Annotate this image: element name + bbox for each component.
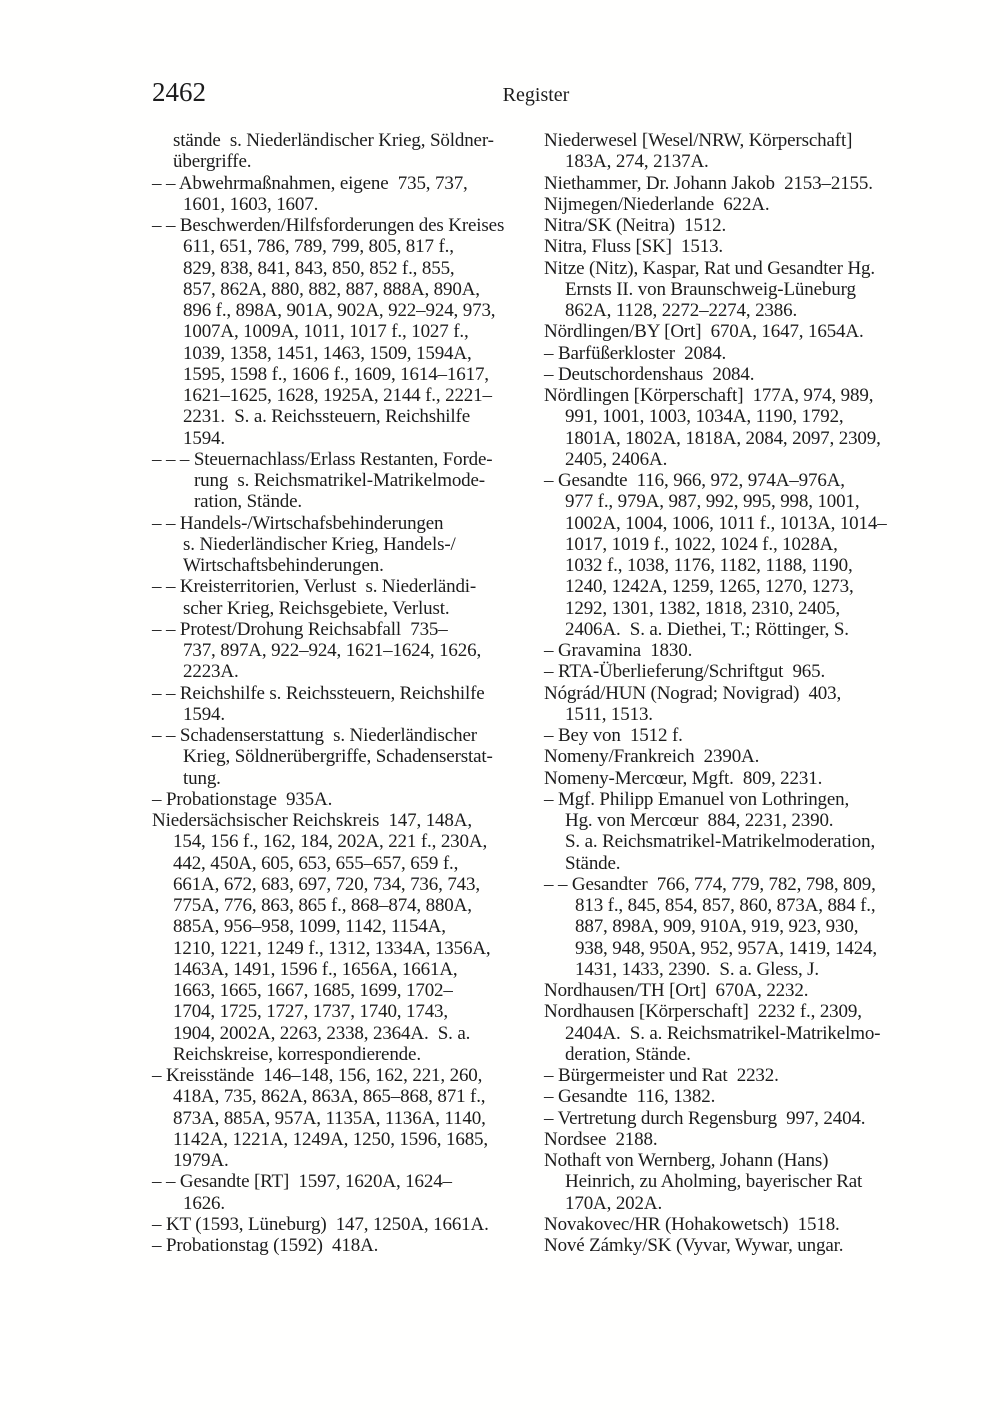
index-line: 1594.	[183, 427, 226, 449]
index-line: Niethammer, Dr. Johann Jakob 2153–2155.	[544, 172, 873, 194]
index-line: 1142A, 1221A, 1249A, 1250, 1596, 1685,	[173, 1128, 489, 1150]
index-line: – – Protest/Drohung Reichsabfall 735–	[152, 618, 448, 640]
index-line: 991, 1001, 1003, 1034A, 1190, 1792,	[565, 406, 844, 428]
page-number: 2462	[152, 77, 206, 107]
index-line: – Gesandte 116, 966, 972, 974A–976A,	[544, 470, 845, 491]
index-line: 1511, 1513.	[565, 703, 653, 725]
index-line: 170A, 202A.	[565, 1192, 663, 1214]
index-line: 1039, 1358, 1451, 1463, 1509, 1594A,	[183, 342, 472, 364]
index-line: 1904, 2002A, 2263, 2338, 2364A. S. a.	[173, 1022, 471, 1044]
index-line: 737, 897A, 922–924, 1621–1624, 1626,	[183, 640, 482, 661]
index-line: 1032 f., 1038, 1176, 1182, 1188, 1190,	[565, 555, 853, 576]
index-line: Reichskreise, korrespondierende.	[173, 1043, 421, 1065]
index-line: Nitze (Nitz), Kaspar, Rat und Gesandter Hg.	[544, 257, 875, 279]
index-line: übergriffe.	[173, 151, 252, 173]
index-line: ration, Stände.	[194, 491, 303, 513]
index-line: 2405, 2406A.	[565, 448, 668, 470]
index-line: – Vertretung durch Regensburg 997, 2404.	[544, 1107, 866, 1129]
index-line: – RTA-Überlieferung/Schriftgut 965.	[544, 661, 826, 683]
index-line: Stände.	[565, 852, 621, 874]
index-line: – – Gesandte [RT] 1597, 1620A, 1624–	[152, 1171, 452, 1193]
index-line: Nógrád/HUN (Nograd; Novigrad) 403,	[544, 682, 842, 704]
index-line: – – Gesandter 766, 774, 779, 782, 798, 809,	[544, 873, 876, 895]
index-line: 775A, 776, 863, 865 f., 868–874, 880A,	[173, 895, 472, 916]
index-line: 1292, 1301, 1382, 1818, 2310, 2405,	[565, 597, 841, 619]
index-line: 813 f., 845, 854, 857, 860, 873A, 884 f.,	[575, 895, 876, 916]
index-line: Heinrich, zu Aholming, bayerischer Rat	[565, 1171, 863, 1193]
index-line: 1007A, 1009A, 1011, 1017 f., 1027 f.,	[183, 321, 469, 343]
index-line: – – – Steuernachlass/Erlass Restanten, Forde-	[152, 448, 493, 470]
index-line: – – Kreisterritorien, Verlust s. Niederländi-	[152, 576, 477, 598]
index-line: rung s. Reichsmatrikel-Matrikelmode-	[194, 470, 485, 491]
index-column-left	[152, 130, 533, 1256]
index-line: 1210, 1221, 1249 f., 1312, 1334A, 1356A,	[173, 937, 491, 959]
index-column-right	[544, 130, 926, 1256]
running-title: Register	[502, 84, 570, 106]
index-line: deration, Stände.	[565, 1043, 691, 1065]
index-line: – – Handels-/Wirtschafsbehinderungen	[152, 512, 444, 534]
index-line: Nitra/SK (Neitra) 1512.	[544, 215, 727, 236]
index-line: – Mgf. Philipp Emanuel von Lothringen,	[544, 788, 850, 810]
index-line: 154, 156 f., 162, 184, 202A, 221 f., 230A,	[173, 831, 488, 853]
index-line: Novakovec/HR (Hohakowetsch) 1518.	[544, 1213, 840, 1235]
index-line: 661A, 672, 683, 697, 720, 734, 736, 743,	[173, 873, 480, 895]
index-line: 2223A.	[183, 661, 239, 683]
index-line: Hg. von Mercœur 884, 2231, 2390.	[565, 810, 834, 831]
index-line: – Bey von 1512 f.	[544, 725, 683, 746]
index-line: Nijmegen/Niederlande 622A.	[544, 193, 770, 215]
index-line: stände s. Niederländischer Krieg, Söldner-	[173, 130, 494, 151]
index-line: 857, 862A, 880, 882, 887, 888A, 890A,	[183, 278, 480, 300]
index-line: Nordsee 2188.	[544, 1128, 658, 1150]
index-line: Nové Zámky/SK (Vyvar, Wywar, ungar.	[544, 1235, 844, 1256]
index-line: scher Krieg, Reichsgebiete, Verlust.	[183, 597, 450, 619]
index-line: 611, 651, 786, 789, 799, 805, 817 f.,	[183, 236, 454, 258]
index-line: 1601, 1603, 1607.	[183, 193, 319, 215]
index-line: Nordhausen/TH [Ort] 670A, 2232.	[544, 980, 809, 1001]
index-line: 1663, 1665, 1667, 1685, 1699, 1702–	[173, 980, 453, 1001]
index-line: 1240, 1242A, 1259, 1265, 1270, 1273,	[565, 576, 854, 598]
index-line: – Gesandte 116, 1382.	[544, 1086, 716, 1108]
index-line: 1595, 1598 f., 1606 f., 1609, 1614–1617,	[183, 363, 489, 385]
index-line: Nitra, Fluss [SK] 1513.	[544, 236, 724, 258]
index-line: 977 f., 979A, 987, 992, 995, 998, 1001,	[565, 491, 860, 513]
index-line: Krieg, Söldnerübergriffe, Schadenserstat-	[183, 746, 493, 768]
index-line: Wirtschaftsbehinderungen.	[183, 555, 384, 576]
index-line: – Kreisstände 146–148, 156, 162, 221, 260,	[152, 1065, 483, 1086]
index-line: 1017, 1019 f., 1022, 1024 f., 1028A,	[565, 533, 838, 555]
index-line: 1626.	[183, 1192, 226, 1214]
index-line: 2231. S. a. Reichssteuern, Reichshilfe	[183, 406, 471, 428]
index-line: 2406A. S. a. Diethei, T.; Röttinger, S.	[565, 618, 849, 640]
index-line: 885A, 956–958, 1099, 1142, 1154A,	[173, 916, 446, 938]
index-line: Nördlingen [Körperschaft] 177A, 974, 989,	[544, 385, 874, 406]
index-line: Nomeny-Mercœur, Mgft. 809, 2231.	[544, 767, 823, 789]
index-line: 1621–1625, 1628, 1925A, 2144 f., 2221–	[183, 385, 492, 406]
index-line: 1594.	[183, 703, 226, 725]
index-line: – Probationstag (1592) 418A.	[152, 1235, 379, 1256]
index-line: – – Beschwerden/Hilfsforderungen des Kreises	[152, 215, 505, 236]
index-line: 938, 948, 950A, 952, 957A, 1419, 1424,	[575, 937, 877, 959]
index-line: 1431, 1433, 2390. S. a. Gless, J.	[575, 958, 820, 980]
index-line: – Barfüßerkloster 2084.	[544, 342, 727, 364]
index-line: – – Schadenserstattung s. Niederländischer	[152, 725, 477, 746]
index-line: Nothaft von Wernberg, Johann (Hans)	[544, 1150, 829, 1171]
index-line: 1979A.	[173, 1150, 229, 1171]
index-line: 896 f., 898A, 901A, 902A, 922–924, 973,	[183, 300, 496, 321]
index-line: Nordhausen [Körperschaft] 2232 f., 2309,	[544, 1001, 862, 1023]
index-line: 2404A. S. a. Reichsmatrikel-Matrikelmo-	[565, 1022, 881, 1044]
index-line: 887, 898A, 909, 910A, 919, 923, 930,	[575, 916, 859, 938]
index-line: 1463A, 1491, 1596 f., 1656A, 1661A,	[173, 958, 458, 980]
index-line: – Deutschordenshaus 2084.	[544, 363, 755, 385]
index-line: – KT (1593, Lüneburg) 147, 1250A, 1661A.	[152, 1213, 489, 1235]
index-line: 418A, 735, 862A, 863A, 865–868, 871 f.,	[173, 1086, 486, 1108]
index-line: tung.	[183, 767, 221, 789]
index-line: 1002A, 1004, 1006, 1011 f., 1013A, 1014–	[565, 512, 887, 534]
index-line: 1801A, 1802A, 1818A, 2084, 2097, 2309,	[565, 427, 881, 449]
index-line: – Gravamina 1830.	[544, 640, 693, 661]
index-line: Niederwesel [Wesel/NRW, Körperschaft]	[544, 130, 853, 151]
index-line: Nomeny/Frankreich 2390A.	[544, 746, 760, 768]
index-line: 442, 450A, 605, 653, 655–657, 659 f.,	[173, 852, 459, 874]
index-line: – Bürgermeister und Rat 2232.	[544, 1065, 779, 1086]
index-line: 829, 838, 841, 843, 850, 852 f., 855,	[183, 257, 455, 279]
index-line: – Probationstage 935A.	[152, 788, 333, 810]
index-line: – – Abwehrmaßnahmen, eigene 735, 737,	[152, 172, 468, 194]
index-line: S. a. Reichsmatrikel-Matrikelmoderation,	[565, 831, 876, 853]
index-line: 183A, 274, 2137A.	[565, 151, 709, 173]
index-line: Niedersächsischer Reichskreis 147, 148A,	[152, 810, 472, 831]
index-line: Ernsts II. von Braunschweig-Lüneburg	[565, 278, 856, 300]
index-line: Nördlingen/BY [Ort] 670A, 1647, 1654A.	[544, 321, 864, 343]
index-line: s. Niederländischer Krieg, Handels-/	[183, 533, 456, 555]
index-line: 873A, 885A, 957A, 1135A, 1136A, 1140,	[173, 1107, 486, 1129]
index-line: 1704, 1725, 1727, 1737, 1740, 1743,	[173, 1001, 449, 1023]
index-line: 862A, 1128, 2272–2274, 2386.	[565, 300, 798, 321]
index-line: – – Reichshilfe s. Reichssteuern, Reichshilfe	[152, 682, 485, 704]
